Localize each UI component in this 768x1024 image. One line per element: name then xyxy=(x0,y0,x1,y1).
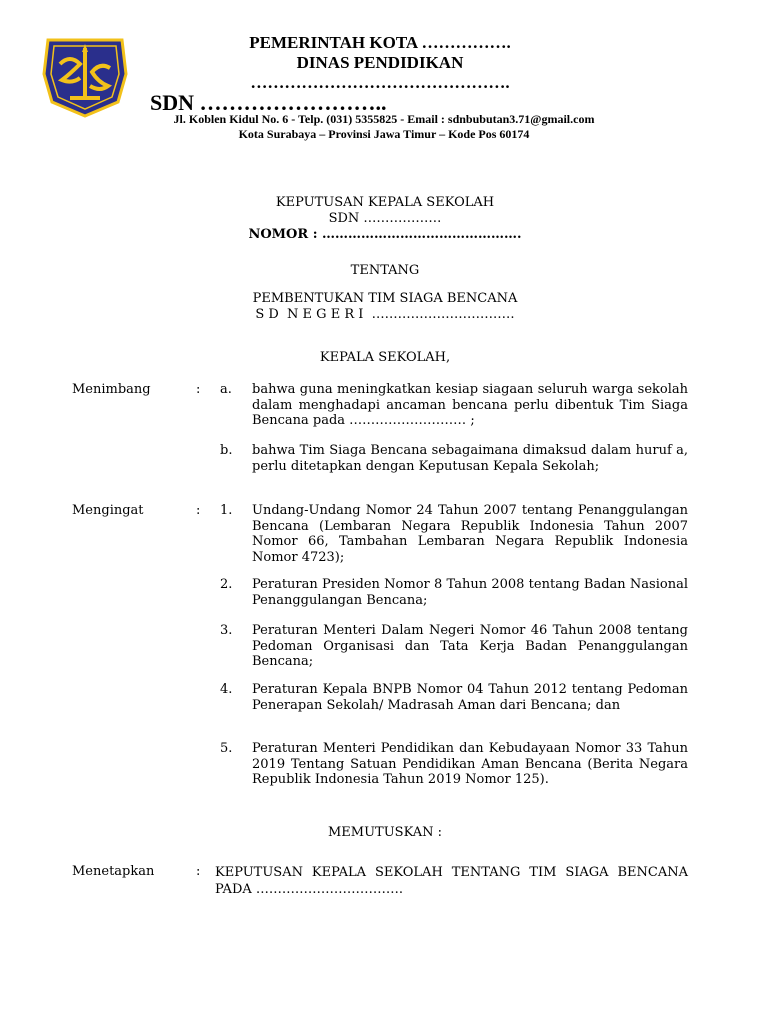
menetapkan-colon: : xyxy=(196,864,201,879)
mengingat-marker-1: 1. xyxy=(220,503,233,518)
mengingat-item-5: Peraturan Menteri Pendidikan dan Kebudayaan Nomor 33 Tahun 2019 Tentang Satuan Pendidikan Aman Bencana (Berita Negara Republik Indonesia Tahun 2019 Nomor 125). xyxy=(252,741,688,788)
letterhead-government: PEMERINTAH KOTA ……………. xyxy=(249,33,511,52)
mengingat-marker-2: 2. xyxy=(220,577,233,592)
menetapkan-text: KEPUTUSAN KEPALA SEKOLAH TENTANG TIM SIAGA BENCANA PADA ……………………………. xyxy=(215,865,688,897)
mengingat-item-2: Peraturan Presiden Nomor 8 Tahun 2008 tentang Badan Nasional Penanggulangan Bencana; xyxy=(252,577,688,608)
decree-title: KEPUTUSAN KEPALA SEKOLAH xyxy=(275,195,495,210)
letterhead-school-name: SDN …………………….. xyxy=(150,90,387,115)
menimbang-label: Menimbang xyxy=(72,382,151,397)
mengingat-marker-4: 4. xyxy=(220,682,233,697)
subject-line1: PEMBENTUKAN TIM SIAGA BENCANA xyxy=(252,291,518,306)
authority-heading: KEPALA SEKOLAH, xyxy=(319,350,451,365)
mengingat-item-3: Peraturan Menteri Dalam Negeri Nomor 46 Tahun 2008 tentang Pedoman Organisasi dan Tata Kerja Badan Penanggulangan Bencana; xyxy=(252,623,688,670)
decree-number: NOMOR : ………………………………………. xyxy=(248,227,522,242)
subject-line2: S D N E G E R I …………………………… xyxy=(255,307,515,322)
mengingat-marker-3: 3. xyxy=(220,623,233,638)
letterhead-city: Kota Surabaya – Provinsi Jawa Timur – Kode Pos 60174 xyxy=(238,127,530,141)
menimbang-item-b: bahwa Tim Siaga Bencana sebagaimana dimaksud dalam huruf a, perlu ditetapkan dengan Keputusan Kepala Sekolah; xyxy=(252,443,688,474)
letterhead-department: DINAS PENDIDIKAN xyxy=(296,53,464,72)
subject-heading: TENTANG xyxy=(350,263,420,278)
menimbang-marker-a: a. xyxy=(220,382,232,397)
letterhead-address: Jl. Koblen Kidul No. 6 - Telp. (031) 5355825 - Email : sdnbubutan3.71@gmail.com xyxy=(173,112,595,126)
menetapkan-label: Menetapkan xyxy=(72,864,155,879)
mengingat-marker-5: 5. xyxy=(220,741,233,756)
mengingat-item-1: Undang-Undang Nomor 24 Tahun 2007 tentang Penanggulangan Bencana (Lembaran Negara Republik Indonesia Tahun 2007 Nomor 66, Tambahan Lembaran Negara Republik Indonesia Nomor 4723); xyxy=(252,503,688,565)
mengingat-label: Mengingat xyxy=(72,503,144,518)
memutuskan-heading: MEMUTUSKAN : xyxy=(327,825,443,840)
decree-school: SDN ……………… xyxy=(328,211,442,226)
letterhead-placeholder: ………………………………………. xyxy=(250,73,510,92)
mengingat-item-4: Peraturan Kepala BNPB Nomor 04 Tahun 2012 tentang Pedoman Penerapan Sekolah/ Madrasah Aman dari Bencana; dan xyxy=(252,682,688,713)
menimbang-marker-b: b. xyxy=(220,443,233,458)
menimbang-item-a: bahwa guna meningkatkan kesiap siagaan seluruh warga sekolah dalam menghadapi ancaman bencana perlu dibentuk Tim Siaga Bencana pada ……………………… ; xyxy=(252,382,688,429)
mengingat-colon: : xyxy=(196,503,201,518)
menimbang-colon: : xyxy=(196,382,201,397)
city-emblem-logo xyxy=(40,34,130,118)
